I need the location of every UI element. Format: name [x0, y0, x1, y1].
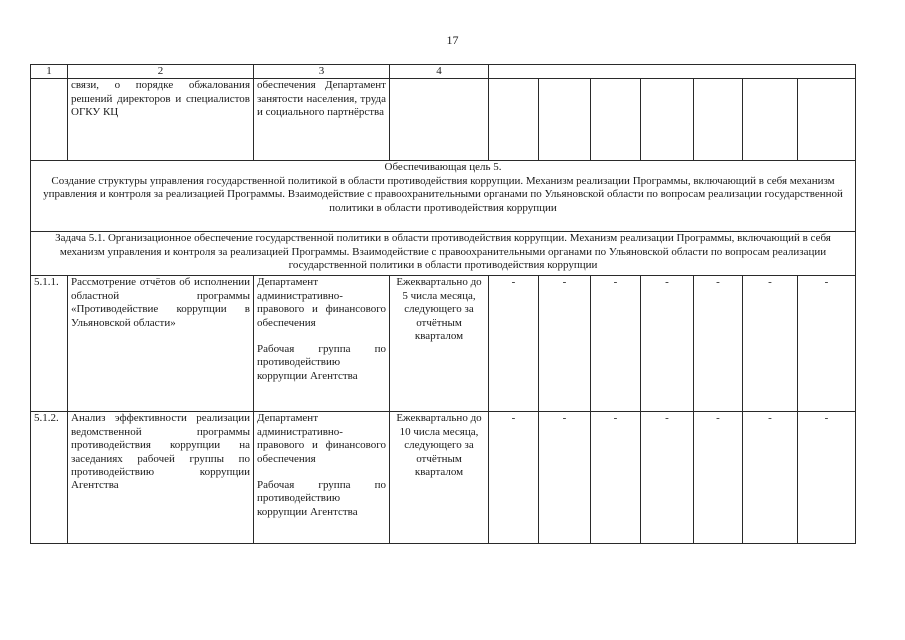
row-executor	[254, 276, 390, 412]
row-value: -	[539, 276, 591, 412]
row-term: Ежеквартально до 5 числа месяца, следующего за отчётным кварталом	[390, 276, 489, 412]
task-row	[31, 232, 856, 276]
row-value: -	[591, 412, 641, 544]
cont-v1	[489, 79, 539, 161]
header-col-3: 3	[254, 65, 390, 79]
goal-cell	[31, 161, 856, 232]
goal-title: Обеспечивающая цель 5.	[384, 161, 502, 174]
row-value: -	[591, 276, 641, 412]
row-value: -	[798, 276, 856, 412]
row-value: -	[489, 276, 539, 412]
row-activity: Рассмотрение отчётов об исполнении областной программы «Противодействие коррупции в Ульяновской области»	[68, 276, 254, 412]
row-value: -	[743, 276, 798, 412]
row-number: 5.1.1.	[31, 276, 68, 412]
row-value: -	[641, 276, 694, 412]
row-executor-group: Рабочая группа по противодействию коррупции Агентства	[257, 343, 386, 382]
cont-v4	[641, 79, 694, 161]
cont-term	[390, 79, 489, 161]
row-value: -	[694, 276, 743, 412]
header-col-1: 1	[31, 65, 68, 79]
row-activity: Анализ эффективности реализации ведомственной программы противодействия коррупции на заседаниях рабочей группы по противодействию коррупции Агентства	[68, 412, 254, 544]
row-value: -	[641, 412, 694, 544]
row-value: -	[539, 412, 591, 544]
header-col-4: 4	[390, 65, 489, 79]
header-row	[31, 65, 856, 79]
cont-num	[31, 79, 68, 161]
cont-v5	[694, 79, 743, 161]
table-row	[31, 276, 856, 412]
continuation-row	[31, 79, 856, 161]
row-executor	[254, 412, 390, 544]
cont-v2	[539, 79, 591, 161]
header-col-2: 2	[68, 65, 254, 79]
row-value: -	[798, 412, 856, 544]
cont-v3	[591, 79, 641, 161]
program-table	[30, 64, 856, 544]
row-term: Ежеквартально до 10 числа месяца, следующего за отчётным кварталом	[390, 412, 489, 544]
row-value: -	[743, 412, 798, 544]
row-executor-dept: Департамент административно-правового и финансового обеспечения	[257, 412, 386, 465]
row-value: -	[694, 412, 743, 544]
row-executor-dept: Департамент административно-правового и финансового обеспечения	[257, 276, 386, 329]
row-executor-group: Рабочая группа по противодействию коррупции Агентства	[257, 479, 386, 518]
cont-v7	[798, 79, 856, 161]
goal-row	[31, 161, 856, 232]
cont-executor: обеспечения Департамент занятости населения, труда и социального партнёрства	[254, 79, 390, 161]
row-number: 5.1.2.	[31, 412, 68, 544]
page-number: 17	[446, 33, 459, 47]
row-value: -	[489, 412, 539, 544]
header-col-rest	[489, 65, 856, 79]
task-cell: Задача 5.1. Организационное обеспечение государственной политики в области противодействия коррупции. Механизм реализации Программы, включающий в себя механизм управления и контроля за реализацией Программы. Взаимодействие с правоохранительными органами по Ульяновской области по вопросам реализации государственной политики в области противодействия коррупции	[31, 232, 856, 276]
goal-text: Создание структуры управления государственной политикой в области противодействия коррупции. Механизм реализации Программы, включающий в себя механизм управления и контроля за реализацией Программы. Взаимодействие с правоохранительными органами по Ульяновской области по вопросам реализации государственной политики в области противодействия коррупции	[43, 174, 843, 214]
cont-v6	[743, 79, 798, 161]
table-row	[31, 412, 856, 544]
cont-activity: связи, о порядке обжалования решений директоров и специалистов ОГКУ КЦ	[68, 79, 254, 161]
